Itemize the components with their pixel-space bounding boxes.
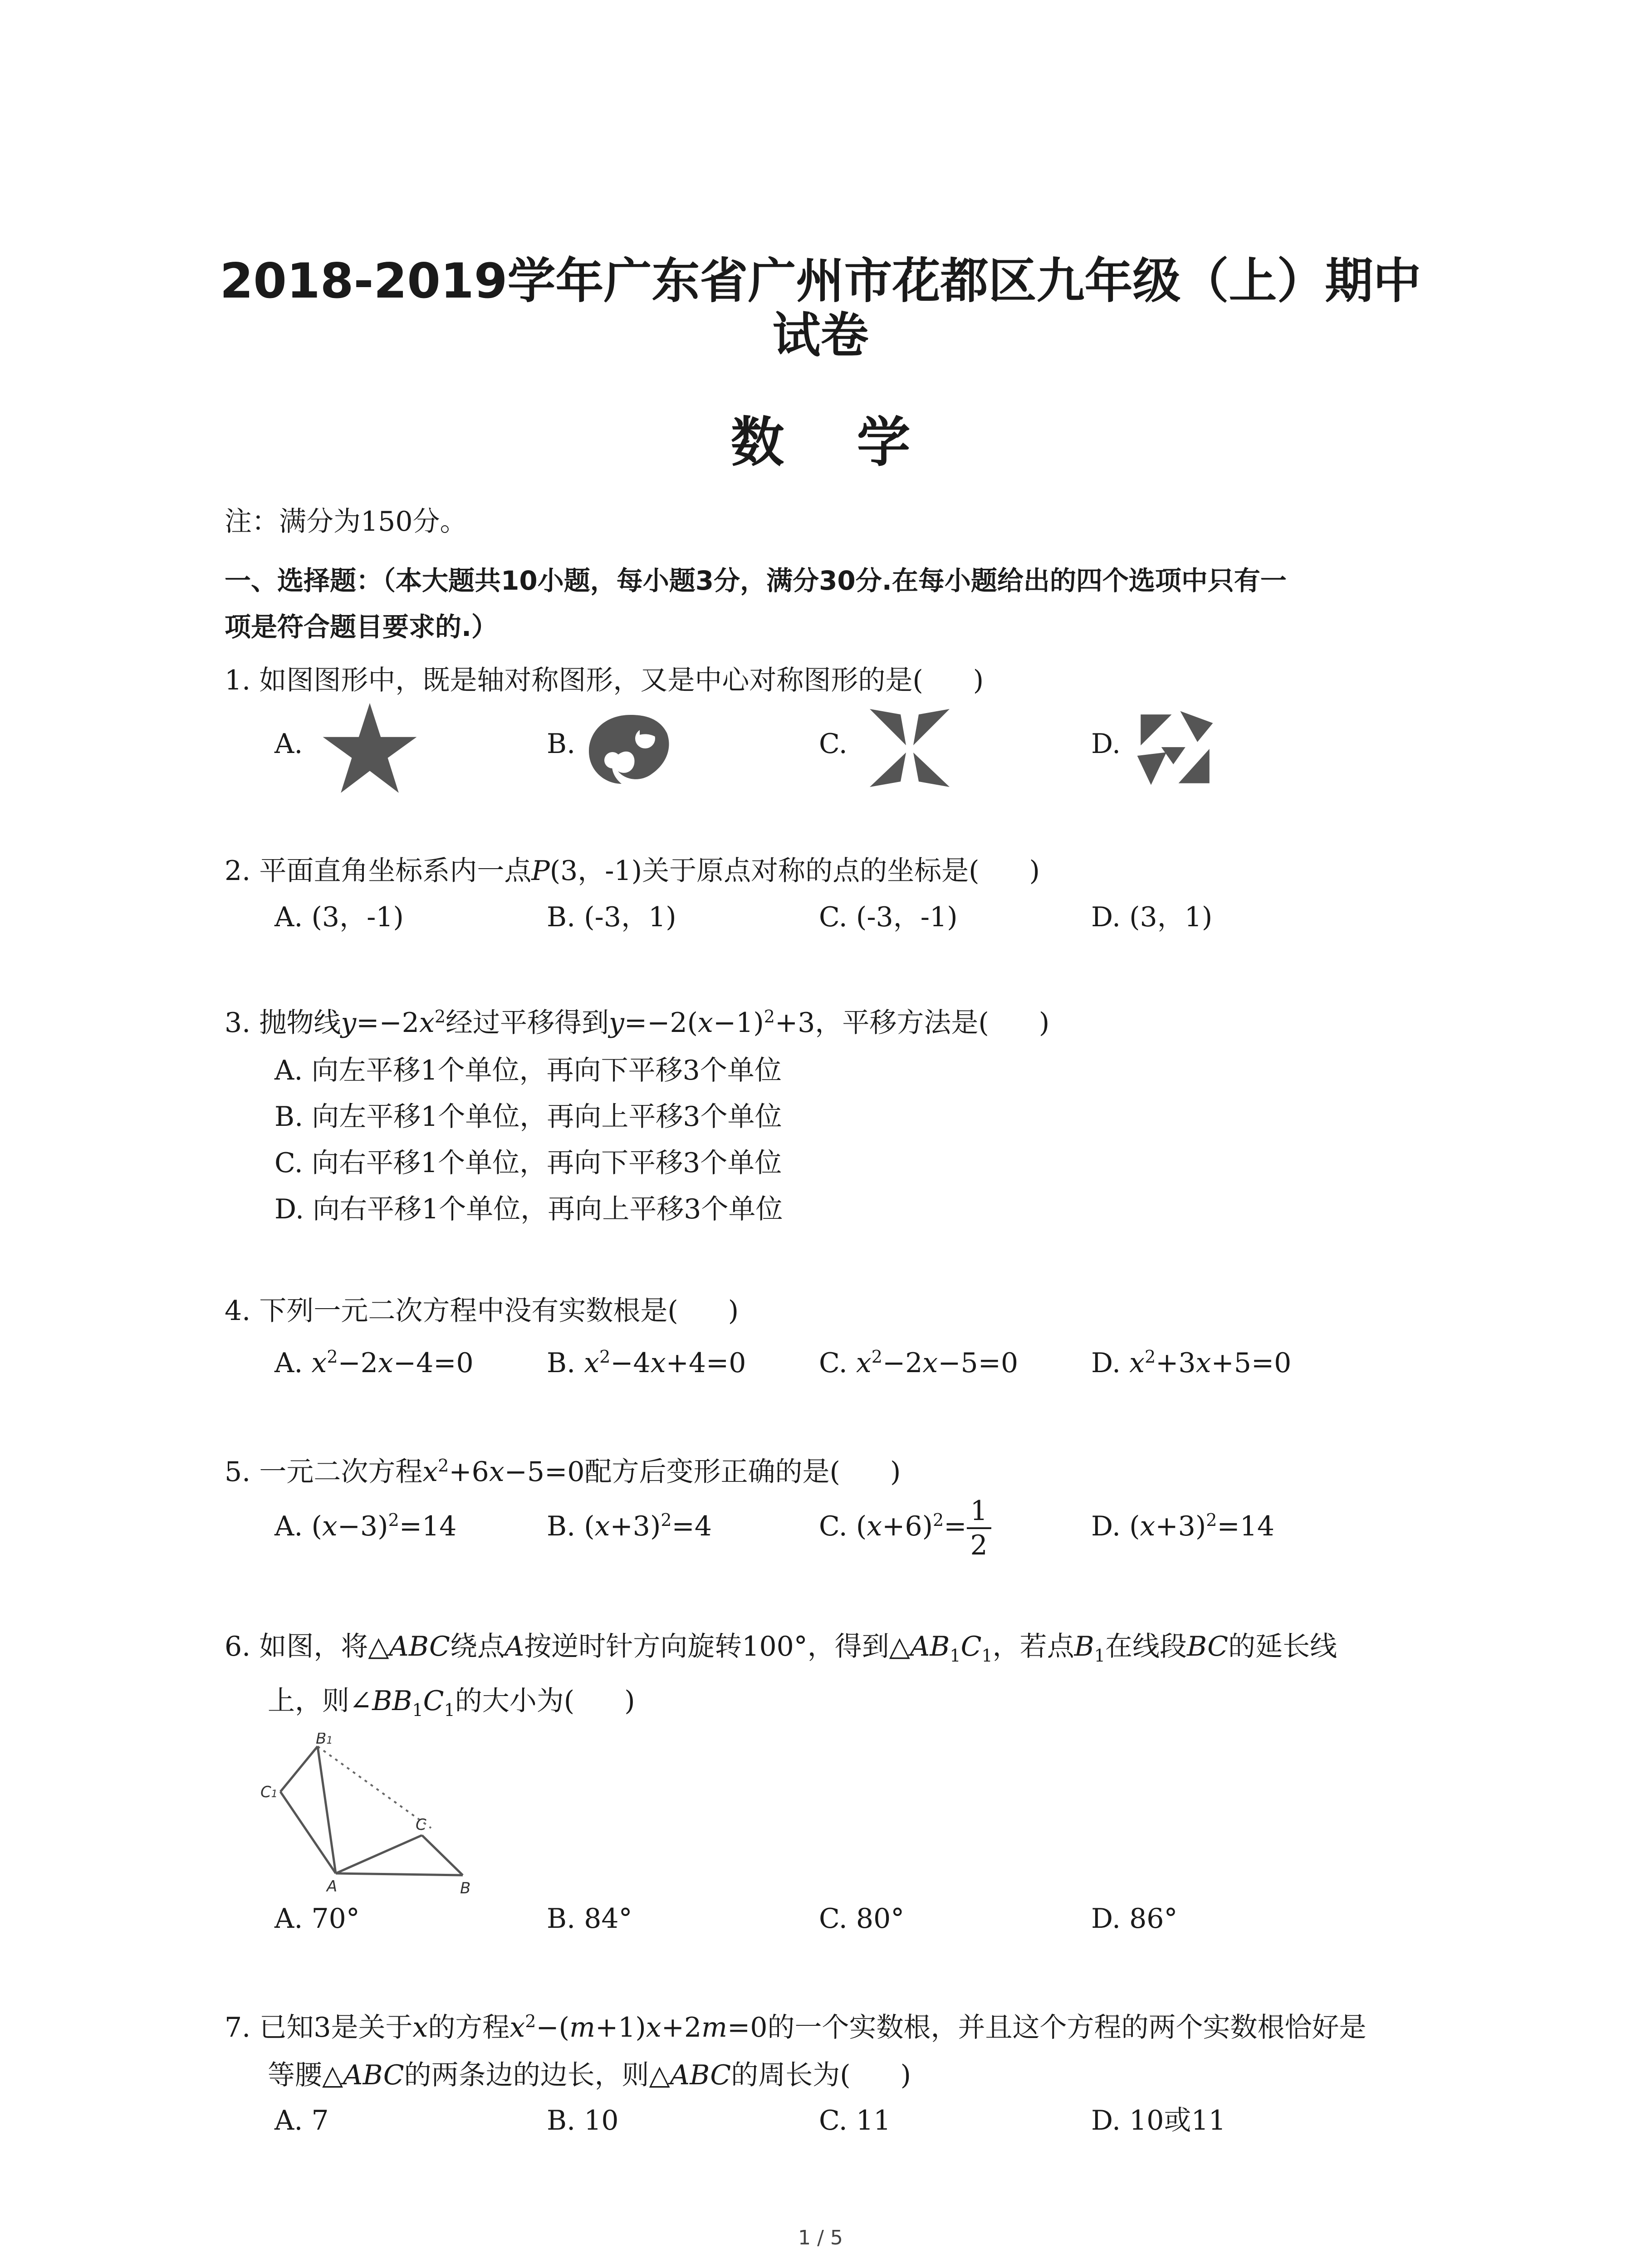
section-heading-line1: 一、选择题：（本大题共10小题，每小题3分，满分30分.在每小题给出的四个选项中只有一 — [225, 565, 1287, 596]
q6-option-a: A. 70° — [274, 1903, 360, 1935]
q3-option-a: A. 向左平移1个单位，再向下平移3个单位 — [274, 1055, 782, 1086]
q4-option-b: B. $x^2-4x+4=0$ — [547, 1347, 746, 1379]
exam-title-line1: 2018-2019学年广东省广州市花都区九年级（上）期中 — [220, 253, 1421, 309]
section-heading-line2: 项是符合题目要求的.） — [225, 611, 498, 642]
q3-option-d: D. 向右平移1个单位，再向上平移3个单位 — [274, 1193, 783, 1225]
question-6-stem-line2: 上，则$\angle BB_1C_1$的大小为( ) — [268, 1685, 635, 1720]
label-c: C — [416, 1816, 426, 1834]
q3-option-b: B. 向左平移1个单位，再向上平移3个单位 — [274, 1101, 782, 1133]
q1-option-c-label: C. — [819, 728, 847, 760]
q1-option-b-label: B. — [547, 728, 576, 760]
q2-option-d: D. (3，1) — [1091, 901, 1213, 933]
star-icon — [320, 701, 420, 796]
question-4-stem: 4. 下列一元二次方程中没有实数根是( ) — [225, 1295, 739, 1327]
q7-option-d: D. 10或11 — [1091, 2105, 1226, 2136]
q6-option-b: B. 84° — [547, 1903, 632, 1935]
question-7-stem-line1: 7. 已知3是关于x的方程$x^2-(m+1)x+2m=0$的一个实数根，并且这个方程的两个实数根恰好是 — [225, 2011, 1367, 2043]
rotation-triangle-figure — [259, 1733, 495, 1896]
exam-title-line2: 试卷 — [772, 308, 869, 363]
q7-option-a: A. 7 — [274, 2105, 329, 2136]
q4-option-a: A. $x^2-2x-4=0$ — [274, 1347, 474, 1379]
label-b: B — [460, 1879, 471, 1896]
label-c1: C1 — [260, 1783, 278, 1801]
page-number: 1 / 5 — [798, 2226, 843, 2249]
score-note: 注：满分为150分。 — [225, 506, 467, 538]
q1-option-a-label: A. — [274, 728, 303, 760]
question-5-stem: 5. 一元二次方程$x^2+6x-5=0$配方后变形正确的是( ) — [225, 1456, 901, 1488]
question-7-stem-line2: 等腰△ABC的两条边的边长，则△ABC的周长为( ) — [268, 2059, 911, 2091]
q5-option-d: D. $(x+3)^2=14$ — [1091, 1510, 1275, 1542]
pinwheel-icon — [864, 705, 955, 792]
label-a: A — [327, 1877, 338, 1896]
question-1-stem: 1. 如图图形中，既是轴对称图形，又是中心对称图形的是( ) — [225, 665, 984, 696]
question-6-stem-line1: 6. 如图，将△ABC绕点A按逆时针方向旋转100°，得到$\triangle AB_1C_1$，若点$B_1$在线段BC的延长线 — [225, 1631, 1337, 1666]
q5-option-b: B. $(x+3)^2=4$ — [547, 1510, 712, 1542]
q2-option-b: B. (-3，1) — [547, 901, 676, 933]
q1-option-d-label: D. — [1091, 728, 1121, 760]
question-3-stem: 3. 抛物线$y=-2x^2$经过平移得到$y=-2(x-1)^2+3$，平移方法是( ) — [225, 1007, 1050, 1039]
q4-option-d: D. $x^2+3x+5=0$ — [1091, 1347, 1292, 1379]
yin-yang-swirl-icon — [585, 708, 676, 789]
q6-option-c: C. 80° — [819, 1903, 905, 1935]
q3-option-c: C. 向右平移1个单位，再向下平移3个单位 — [274, 1147, 782, 1179]
q5-option-c: C. $(x+6)^2=$ $\frac{1}{2}$ — [819, 1492, 991, 1562]
q4-option-c: C. $x^2-2x-5=0$ — [819, 1347, 1019, 1379]
subject-heading: 数学 — [730, 411, 983, 474]
q2-option-a: A. (3，-1) — [274, 901, 404, 933]
q7-option-b: B. 10 — [547, 2105, 619, 2136]
fraction: $\frac{1}{2}$ — [967, 1495, 991, 1562]
folded-square-icon — [1132, 708, 1218, 789]
q5-option-a: A. $(x-3)^2=14$ — [274, 1510, 457, 1542]
q6-option-d: D. 86° — [1091, 1903, 1178, 1935]
question-2-stem: 2. 平面直角坐标系内一点P(3，-1)关于原点对称的点的坐标是( ) — [225, 855, 1040, 887]
q2-option-c: C. (-3，-1) — [819, 901, 958, 933]
q7-option-c: C. 11 — [819, 2105, 891, 2136]
label-b1: B1 — [316, 1733, 333, 1748]
